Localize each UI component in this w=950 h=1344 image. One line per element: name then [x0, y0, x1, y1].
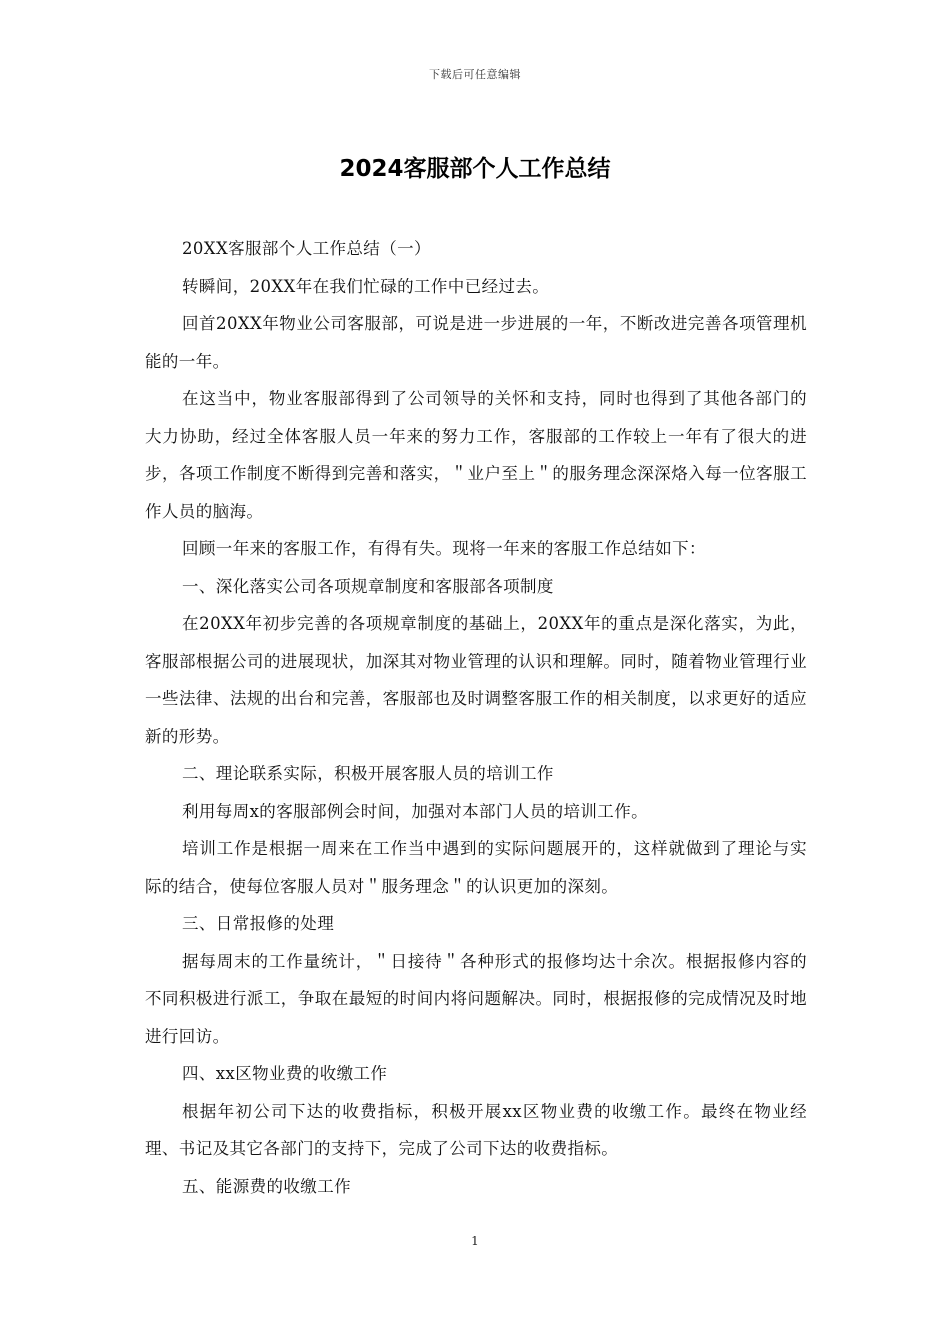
paragraph: 据每周末的工作量统计，＂日接待＂各种形式的报修均达十余次。根据报修内容的不同积极进行派工，争取在最短的时间内将问题解决。同时，根据报修的完成情况及时地进行回访。	[145, 951, 807, 1046]
page-number: 1	[471, 1234, 479, 1248]
paragraph: 培训工作是根据一周来在工作当中遇到的实际问题展开的，这样就做到了理论与实际的结合，使每位客服人员对＂服务理念＂的认识更加的深刻。	[145, 839, 807, 896]
paragraph: 在这当中，物业客服部得到了公司领导的关怀和支持，同时也得到了其他各部门的大力协助，经过全体客服人员一年来的努力工作，客服部的工作较上一年有了很大的进步，各项工作制度不断得到完善和落实，＂业户至上＂的服务理念深深烙入每一位客服工作人员的脑海。	[145, 389, 807, 521]
paragraph: 根据年初公司下达的收费指标，积极开展xx区物业费的收缴工作。最终在物业经理、书记及其它各部门的支持下，完成了公司下达的收费指标。	[145, 1101, 807, 1158]
section-heading: 五、能源费的收缴工作	[182, 1176, 351, 1196]
section-heading: 一、深化落实公司各项规章制度和客服部各项制度	[182, 576, 554, 596]
paragraph: 回顾一年来的客服工作，有得有失。现将一年来的客服工作总结如下：	[182, 539, 706, 558]
paragraph-subtitle: 20XX客服部个人工作总结（一）	[182, 239, 431, 258]
header-note: 下载后可任意编辑	[429, 68, 521, 81]
paragraph: 回首20XX年物业公司客服部，可说是进一步进展的一年，不断改进完善各项管理机能的一年。	[145, 314, 807, 371]
document-title: 2024客服部个人工作总结	[339, 156, 611, 182]
paragraph: 在20XX年初步完善的各项规章制度的基础上，20XX年的重点是深化落实，为此，客服部根据公司的进展现状，加深其对物业管理的认识和理解。同时，随着物业管理行业一些法律、法规的出台和完善，客服部也及时调整客服工作的相关制度，以求更好的适应新的形势。	[145, 614, 807, 746]
section-heading: 三、日常报修的处理	[182, 914, 335, 933]
section-heading: 二、理论联系实际，积极开展客服人员的培训工作	[182, 764, 554, 783]
paragraph: 转瞬间，20XX年在我们忙碌的工作中已经过去。	[182, 276, 550, 296]
section-heading: 四、xx区物业费的收缴工作	[182, 1064, 388, 1083]
document-body	[145, 230, 807, 1205]
paragraph: 利用每周x的客服部例会时间，加强对本部门人员的培训工作。	[182, 801, 649, 821]
